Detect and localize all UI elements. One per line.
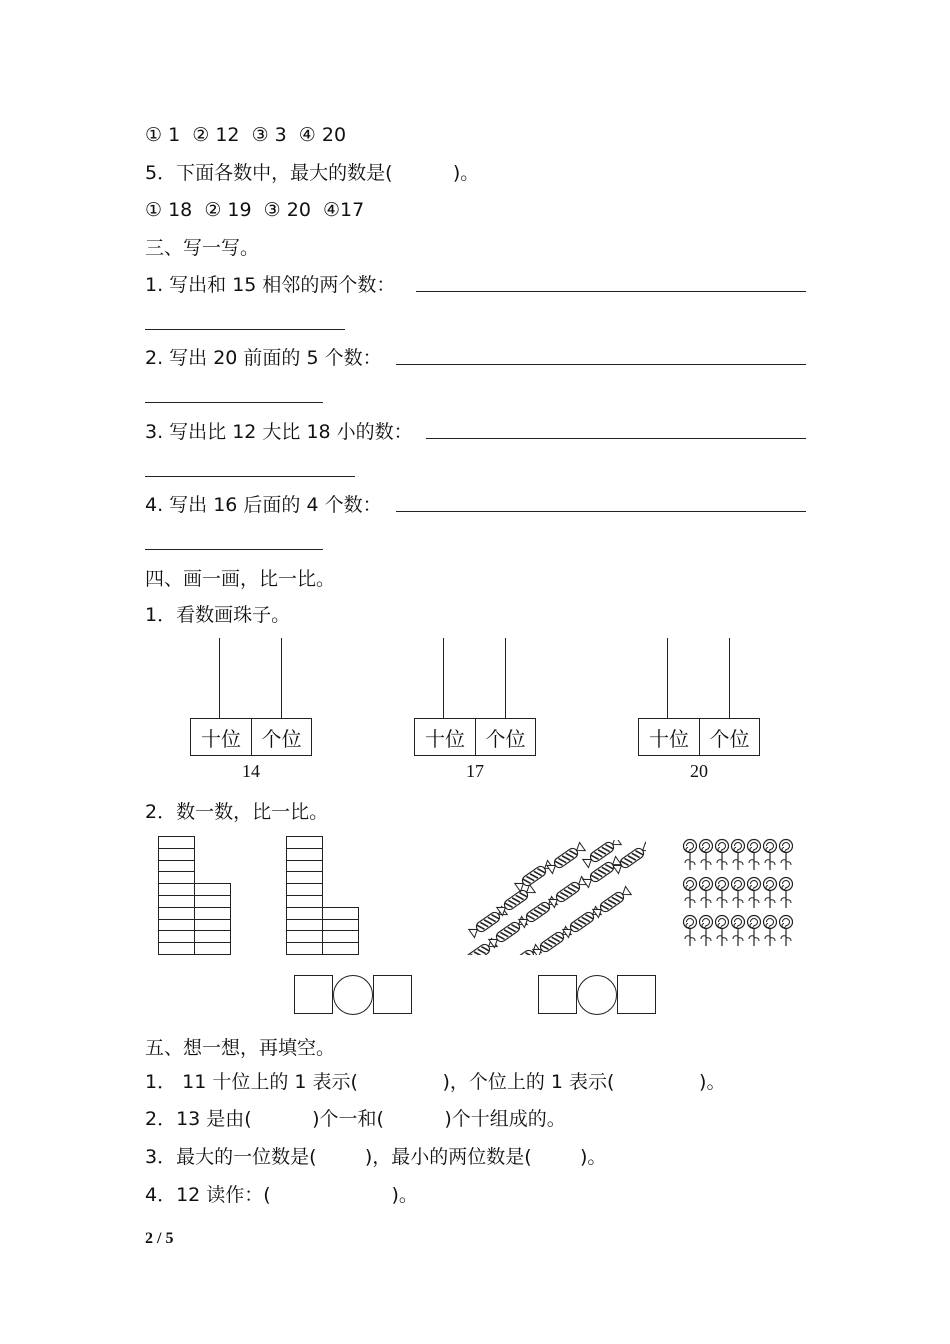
lollipop-icon xyxy=(684,916,697,947)
answer-line[interactable] xyxy=(145,549,323,550)
answer-line[interactable] xyxy=(145,476,355,477)
abacus-number: 17 xyxy=(466,761,484,781)
candy-group xyxy=(446,840,646,955)
sec5-question-1: 1． 11 十位上的 1 表示( )，个位上的 1 表示( )。 xyxy=(145,1071,726,1093)
ones-rod[interactable] xyxy=(729,638,730,718)
lollipop-icon xyxy=(748,916,761,947)
compare-circle[interactable] xyxy=(333,975,373,1015)
abacus-14 xyxy=(190,638,312,788)
sec5-question-3: 3．最大的一位数是( )，最小的两位数是( )。 xyxy=(145,1146,607,1168)
compare-box-left[interactable] xyxy=(294,975,333,1014)
lollipop-icon xyxy=(684,878,697,909)
page-number: 2 / 5 xyxy=(145,1230,174,1247)
tens-label: 十位 xyxy=(638,718,700,756)
lollipop-icon xyxy=(764,916,777,947)
q4-options: ① 1 ② 12 ③ 3 ④ 20 xyxy=(145,124,347,146)
lollipop-icon xyxy=(716,840,729,871)
lollipop-icon xyxy=(700,878,713,909)
one-block-cell xyxy=(194,942,231,955)
one-block-cell xyxy=(322,942,359,955)
lollipop-icon xyxy=(780,878,793,909)
lollipop-icon xyxy=(732,840,745,871)
lollipop-icon xyxy=(684,840,697,871)
lollipop-icon xyxy=(700,916,713,947)
lollipop-icon xyxy=(748,840,761,871)
section-3-title: 三、写一写。 xyxy=(145,237,260,259)
compare-box-right[interactable] xyxy=(617,975,656,1014)
answer-line[interactable] xyxy=(145,402,323,403)
abacus-20 xyxy=(638,638,760,788)
candy-icon xyxy=(547,842,586,873)
compare-box-right[interactable] xyxy=(373,975,412,1014)
candy-icon xyxy=(593,886,632,917)
tens-label: 十位 xyxy=(414,718,476,756)
answer-line[interactable] xyxy=(145,329,345,330)
ones-rod[interactable] xyxy=(505,638,506,718)
ones-label: 个位 xyxy=(251,718,312,756)
tens-label: 十位 xyxy=(190,718,252,756)
section-5-title: 五、想一想，再填空。 xyxy=(145,1037,336,1059)
sec4-question-2: 2．数一数，比一比。 xyxy=(145,801,329,823)
sec3-question-4: 4. 写出 16 后面的 4 个数： xyxy=(145,494,382,516)
ten-block-cell xyxy=(158,942,195,955)
lollipop-icon xyxy=(716,916,729,947)
abacus-number: 20 xyxy=(690,761,708,781)
lollipop-icon xyxy=(764,878,777,909)
candy-icon xyxy=(613,842,646,873)
sec5-question-4: 4．12 读作：( )。 xyxy=(145,1184,418,1206)
answer-line[interactable] xyxy=(396,364,806,365)
abacus-17 xyxy=(414,638,536,788)
ones-label: 个位 xyxy=(475,718,536,756)
sec3-question-1: 1. 写出和 15 相邻的两个数： xyxy=(145,274,396,296)
ones-label: 个位 xyxy=(699,718,760,756)
abacus-number: 14 xyxy=(242,761,260,781)
tens-rod[interactable] xyxy=(667,638,668,718)
ones-rod[interactable] xyxy=(281,638,282,718)
sec5-question-2: 2．13 是由( )个一和( )个十组成的。 xyxy=(145,1108,566,1130)
sec3-question-3: 3. 写出比 12 大比 18 小的数： xyxy=(145,421,413,443)
sec4-question-1: 1．看数画珠子。 xyxy=(145,604,291,626)
lollipop-icon xyxy=(748,878,761,909)
answer-line[interactable] xyxy=(416,291,806,292)
candy-icon xyxy=(497,884,536,915)
lollipop-icon xyxy=(780,840,793,871)
sec3-question-2: 2. 写出 20 前面的 5 个数： xyxy=(145,347,382,369)
compare-circle[interactable] xyxy=(577,975,617,1015)
answer-line[interactable] xyxy=(426,438,806,439)
lollipop-icon xyxy=(780,916,793,947)
tens-rod[interactable] xyxy=(443,638,444,718)
block-group-2 xyxy=(286,836,358,954)
answer-line[interactable] xyxy=(396,511,806,512)
lollipop-icon xyxy=(732,916,745,947)
lollipop-icon xyxy=(700,840,713,871)
tens-rod[interactable] xyxy=(219,638,220,718)
compare-box-left[interactable] xyxy=(538,975,577,1014)
q5-options: ① 18 ② 19 ③ 20 ④17 xyxy=(145,199,365,221)
block-group-1 xyxy=(158,836,230,954)
section-4-title: 四、画一画，比一比。 xyxy=(145,568,336,590)
lollipop-icon xyxy=(716,878,729,909)
lollipop-icon xyxy=(764,840,777,871)
question-5: 5．下面各数中，最大的数是( )。 xyxy=(145,162,480,184)
lollipop-icon xyxy=(732,878,745,909)
candy-icon xyxy=(549,876,588,907)
lollipop-group xyxy=(682,834,797,949)
ten-block-cell xyxy=(286,942,323,955)
